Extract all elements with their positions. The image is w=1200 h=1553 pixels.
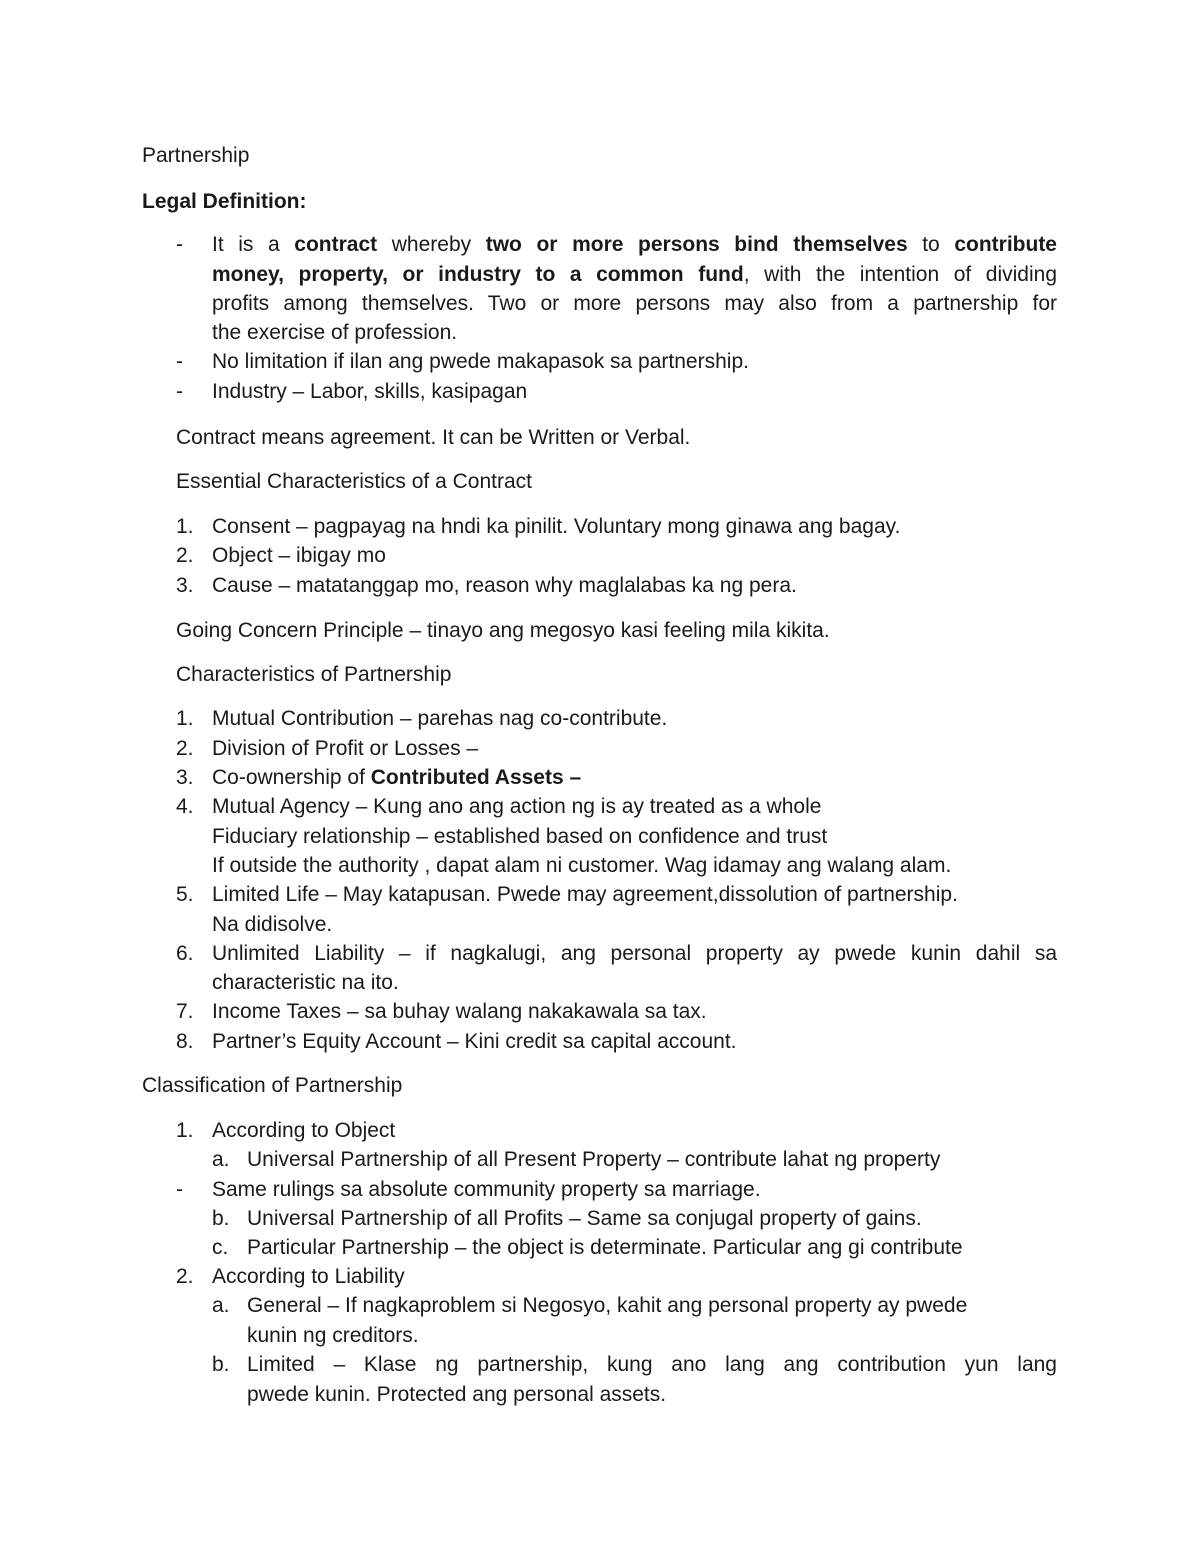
document-title: Partnership (142, 144, 250, 167)
bullet-dash: - (176, 1178, 183, 1201)
list-letter: a. (212, 1294, 230, 1317)
essential-heading: Essential Characteristics of a Contract (176, 470, 532, 493)
definition-item-2: No limitation if ilan ang pwede makapasok sa partnership. (212, 350, 749, 373)
classification-sub-item: General – If nagkaproblem si Negosyo, kahit ang personal property ay pwede (247, 1294, 968, 1317)
list-number: 4. (176, 795, 194, 818)
list-number: 3. (176, 574, 194, 597)
essential-item-object: Object – ibigay mo (212, 544, 386, 567)
characteristic-item: Limited Life – May katapusan. Pwede may agreement,dissolution of partnership. (212, 883, 958, 906)
list-number: 5. (176, 883, 194, 906)
characteristic-item: Income Taxes – sa buhay walang nakakawala sa tax. (212, 1000, 707, 1023)
classification-sub-item-continuation: kunin ng creditors. (247, 1324, 419, 1347)
list-number: 1. (176, 1119, 194, 1142)
bullet-dash: - (176, 380, 183, 403)
classification-sub-item: Particular Partnership – the object is determinate. Particular ang gi contribute (247, 1236, 963, 1259)
definition-item-3: Industry – Labor, skills, kasipagan (212, 380, 528, 403)
characteristic-item: Co-ownership of Contributed Assets – (212, 766, 582, 789)
classification-sub-item: Limited – Klase ng partnership, kung ano lang ang contribution yun lang (247, 1353, 1057, 1376)
definition-line-2: money, property, or industry to a common fund, with the intention of dividing (212, 263, 1057, 286)
list-number: 6. (176, 942, 194, 965)
list-number: 2. (176, 544, 194, 567)
essential-item-cause: Cause – matatanggap mo, reason why maglalabas ka ng pera. (212, 574, 797, 597)
characteristic-item: Partner’s Equity Account – Kini credit sa capital account. (212, 1030, 737, 1053)
definition-line-1: It is a contract whereby two or more persons bind themselves to contribute (212, 233, 1057, 256)
legal-definition-heading: Legal Definition: (142, 190, 307, 213)
list-number: 7. (176, 1000, 194, 1023)
characteristic-item-continuation: Na didisolve. (212, 913, 333, 936)
essential-item-consent: Consent – pagpayag na hndi ka pinilit. Voluntary mong ginawa ang bagay. (212, 515, 901, 538)
list-number: 1. (176, 515, 194, 538)
list-letter: b. (212, 1353, 230, 1376)
characteristic-item: Division of Profit or Losses – (212, 737, 479, 760)
going-concern-note: Going Concern Principle – tinayo ang megosyo kasi feeling mila kikita. (176, 619, 830, 642)
list-number: 2. (176, 737, 194, 760)
characteristic-item: Mutual Agency – Kung ano ang action ng is ay treated as a whole (212, 795, 822, 818)
classification-liability: According to Liability (212, 1265, 405, 1288)
list-number: 2. (176, 1265, 194, 1288)
classification-object: According to Object (212, 1119, 396, 1142)
characteristic-item-continuation: Fiduciary relationship – established based on confidence and trust (212, 825, 828, 848)
characteristic-item-continuation: characteristic na ito. (212, 971, 399, 994)
list-letter: a. (212, 1148, 230, 1171)
list-letter: b. (212, 1207, 230, 1230)
definition-line-4: the exercise of profession. (212, 321, 458, 344)
list-number: 3. (176, 766, 194, 789)
characteristic-item: Unlimited Liability – if nagkalugi, ang personal property ay pwede kunin dahil sa (212, 942, 1057, 965)
bullet-dash: - (176, 233, 183, 256)
characteristic-item-continuation: If outside the authority , dapat alam ni customer. Wag idamay ang walang alam. (212, 854, 952, 877)
classification-sub-item-continuation: pwede kunin. Protected ang personal assets. (247, 1383, 667, 1406)
contract-note: Contract means agreement. It can be Written or Verbal. (176, 426, 691, 449)
definition-line-3: profits among themselves. Two or more persons may also from a partnership for (212, 292, 1057, 315)
list-letter: c. (212, 1236, 229, 1259)
bullet-dash: - (176, 350, 183, 373)
characteristics-heading: Characteristics of Partnership (176, 663, 452, 686)
classification-note: Same rulings sa absolute community property sa marriage. (212, 1178, 761, 1201)
characteristic-item: Mutual Contribution – parehas nag co-contribute. (212, 707, 668, 730)
classification-heading: Classification of Partnership (142, 1074, 403, 1097)
list-number: 8. (176, 1030, 194, 1053)
classification-sub-item: Universal Partnership of all Profits – Same sa conjugal property of gains. (247, 1207, 922, 1230)
list-number: 1. (176, 707, 194, 730)
classification-sub-item: Universal Partnership of all Present Property – contribute lahat ng property (247, 1148, 941, 1171)
